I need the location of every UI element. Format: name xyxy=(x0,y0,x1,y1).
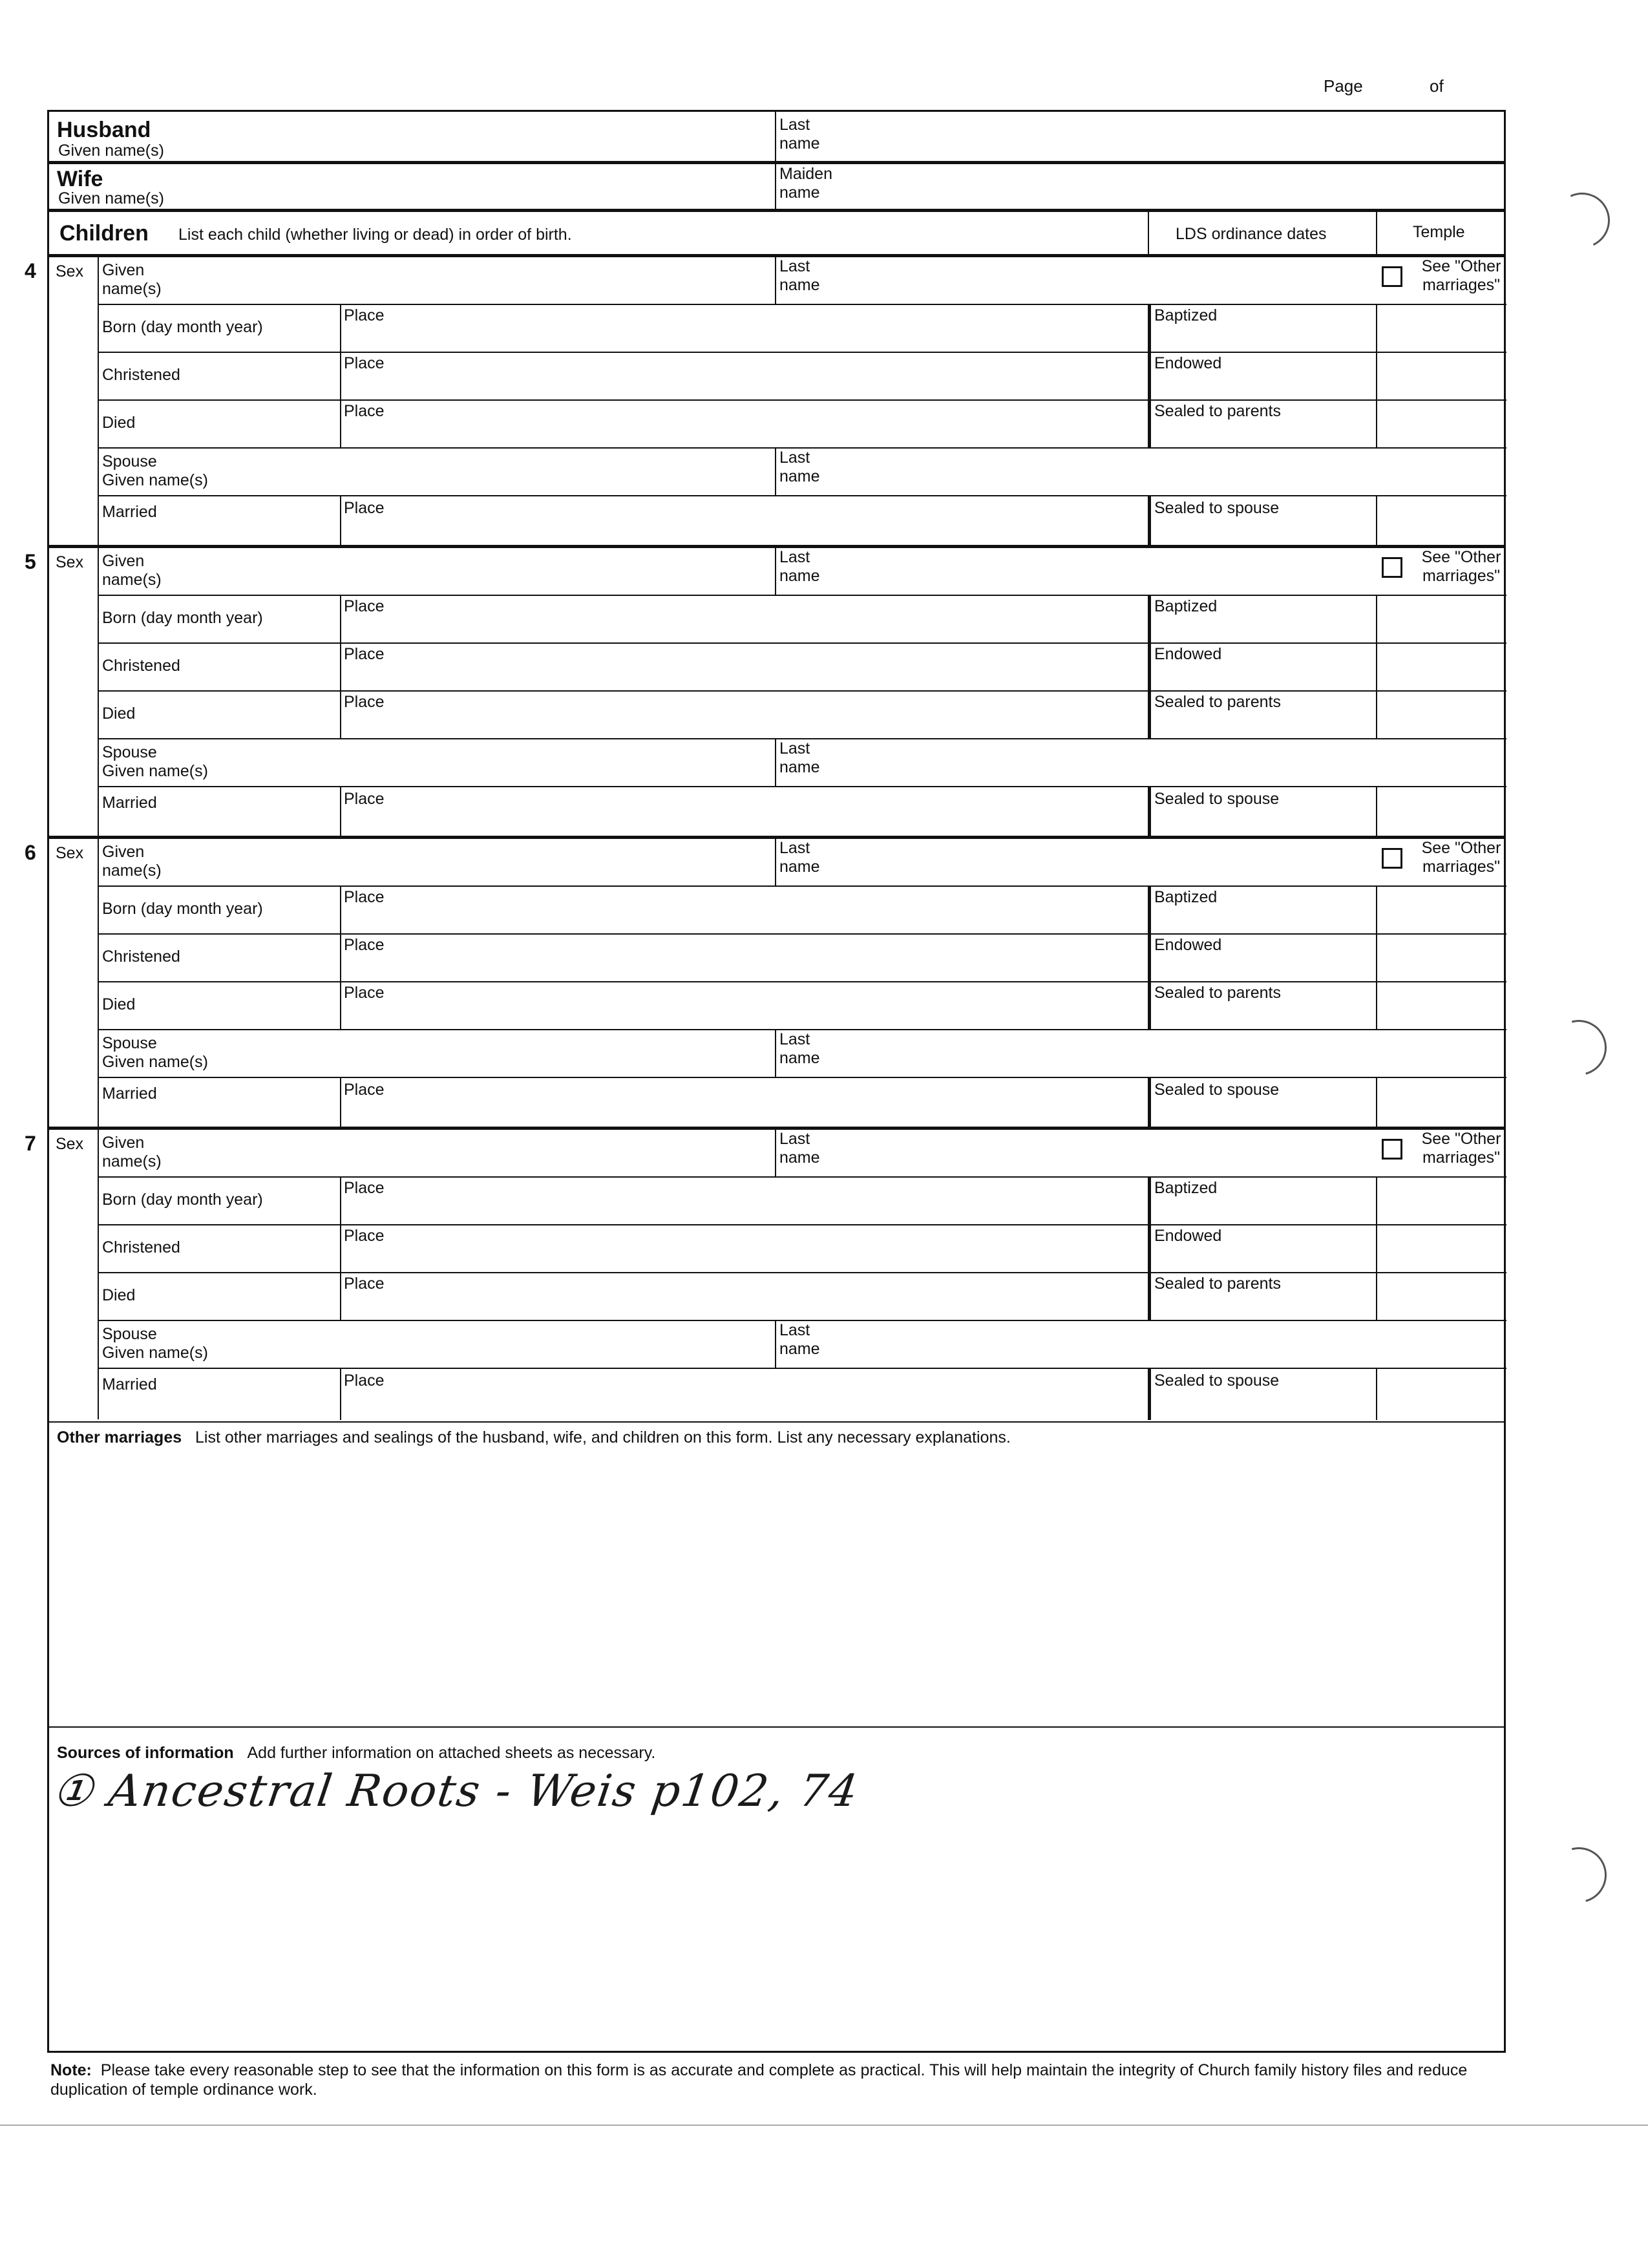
other-marriages-title: Other marriages xyxy=(57,1428,182,1447)
child-number: 4 xyxy=(25,259,36,282)
endowed-label: Endowed xyxy=(1154,936,1222,954)
endowed-label: Endowed xyxy=(1154,645,1222,663)
spouse-last-field[interactable] xyxy=(844,1320,1503,1368)
sources-instructions: Add further information on attached sheets as necessary. xyxy=(247,1744,656,1762)
christened-label: Christened xyxy=(102,657,180,675)
christened-place-label: Place xyxy=(344,645,385,663)
wife-given-label: Given name(s) xyxy=(58,189,164,207)
married-label: Married xyxy=(102,1085,157,1103)
baptized-label: Baptized xyxy=(1154,888,1218,906)
sex-label: Sex xyxy=(56,553,84,571)
see-other-marriages-label: See "Other marriages" xyxy=(1421,839,1501,876)
christened-place-field[interactable] xyxy=(346,1224,1141,1272)
died-place-label: Place xyxy=(344,1275,385,1293)
note xyxy=(50,2061,1492,2099)
punch-hole-mark xyxy=(1541,1837,1616,1913)
other-marriages-instructions: List other marriages and sealings of the husband, wife, and children on this form. List any necessary explanations. xyxy=(195,1428,1011,1447)
husband-title: Husband xyxy=(57,118,151,142)
spouse-last-label: Last name xyxy=(779,1321,820,1358)
died-label: Died xyxy=(102,705,136,723)
sources-handwritten-entry[interactable]: ① Ancestral Roots - Weis p102, 74 xyxy=(49,1766,862,1817)
sealed_parents-temple-field[interactable] xyxy=(1379,1272,1505,1320)
husband-last-label: Last name xyxy=(779,116,820,153)
punch-hole-mark xyxy=(1541,1010,1616,1085)
sealed-spouse-temple-field[interactable] xyxy=(1379,1368,1505,1415)
born-label: Born (day month year) xyxy=(102,900,263,918)
endowed-date-field[interactable] xyxy=(1154,1244,1374,1272)
wife-maiden-label: Maiden name xyxy=(779,165,832,202)
punch-hole-mark xyxy=(1547,185,1618,256)
child-block xyxy=(49,112,1504,2051)
christened-label: Christened xyxy=(102,948,180,966)
born-place-label: Place xyxy=(344,306,385,324)
married-label: Married xyxy=(102,503,157,521)
see-other-marriages-label: See "Other marriages" xyxy=(1421,548,1501,585)
spouse-given-label: Spouse Given name(s) xyxy=(102,1034,208,1071)
temple-label: Temple xyxy=(1413,223,1465,241)
christened-place-label: Place xyxy=(344,1227,385,1245)
spouse-given-label: Spouse Given name(s) xyxy=(102,1325,208,1362)
baptized-temple-field[interactable] xyxy=(1379,1176,1505,1224)
baptized-label: Baptized xyxy=(1154,306,1218,324)
note-title: Note: xyxy=(50,2061,92,2079)
page-edge xyxy=(0,2125,1648,2126)
died-date-field[interactable] xyxy=(211,1272,337,1320)
baptized-label: Baptized xyxy=(1154,1179,1218,1197)
married-place-label: Place xyxy=(344,499,385,517)
died-label: Died xyxy=(102,1286,136,1304)
christened-place-label: Place xyxy=(344,936,385,954)
died-place-label: Place xyxy=(344,693,385,711)
baptized-label: Baptized xyxy=(1154,597,1218,615)
spouse-last-label: Last name xyxy=(779,449,820,485)
died-label: Died xyxy=(102,414,136,432)
sealed_parents-label: Sealed to parents xyxy=(1154,402,1281,420)
spouse-last-label: Last name xyxy=(779,739,820,776)
sex-label: Sex xyxy=(56,1135,84,1153)
page-label: Page xyxy=(1324,76,1363,96)
married-date-field[interactable] xyxy=(211,1368,337,1415)
wife-title: Wife xyxy=(57,167,103,191)
child-last-field[interactable] xyxy=(844,1129,1393,1176)
spouse-given-label: Spouse Given name(s) xyxy=(102,452,208,489)
married-label: Married xyxy=(102,1375,157,1394)
spouse-last-label: Last name xyxy=(779,1030,820,1067)
child-last-label: Last name xyxy=(779,548,820,585)
child-number: 6 xyxy=(25,841,36,864)
sealed_parents-label: Sealed to parents xyxy=(1154,693,1281,711)
sealed-spouse-label: Sealed to spouse xyxy=(1154,1372,1280,1390)
sealed_parents-date-field[interactable] xyxy=(1154,1291,1374,1320)
christened-label: Christened xyxy=(102,1238,180,1256)
children-subtitle: List each child (whether living or dead) in order of birth. xyxy=(178,226,572,244)
married-place-field[interactable] xyxy=(346,1368,1141,1415)
spouse-given-field[interactable] xyxy=(243,1320,760,1368)
lds-ordinance-dates-label: LDS ordinance dates xyxy=(1176,225,1327,243)
married-place-label: Place xyxy=(344,1372,385,1390)
died-label: Died xyxy=(102,995,136,1013)
born-place-label: Place xyxy=(344,1179,385,1197)
child-given-label: Given name(s) xyxy=(102,552,162,589)
endowed-label: Endowed xyxy=(1154,354,1222,372)
endowed-temple-field[interactable] xyxy=(1379,1224,1505,1272)
child-last-label: Last name xyxy=(779,1130,820,1167)
sex-label: Sex xyxy=(56,844,84,862)
sources-title: Sources of information xyxy=(57,1744,234,1762)
spouse-given-label: Spouse Given name(s) xyxy=(102,743,208,780)
sealed_parents-label: Sealed to parents xyxy=(1154,1275,1281,1293)
see-other-marriages-label: See "Other marriages" xyxy=(1421,1130,1501,1167)
born-place-label: Place xyxy=(344,597,385,615)
born-label: Born (day month year) xyxy=(102,609,263,627)
child-given-label: Given name(s) xyxy=(102,1134,162,1171)
born-place-label: Place xyxy=(344,888,385,906)
sealed-spouse-label: Sealed to spouse xyxy=(1154,1081,1280,1099)
children-title: Children xyxy=(59,221,149,246)
married-place-label: Place xyxy=(344,1081,385,1099)
sealed_parents-label: Sealed to parents xyxy=(1154,984,1281,1002)
married-label: Married xyxy=(102,794,157,812)
christened-label: Christened xyxy=(102,366,180,384)
born-date-field[interactable] xyxy=(211,1176,337,1224)
child-number: 5 xyxy=(25,550,36,573)
died-place-field[interactable] xyxy=(346,1272,1141,1320)
child-last-label: Last name xyxy=(779,257,820,294)
child-number: 7 xyxy=(25,1132,36,1155)
died-place-label: Place xyxy=(344,984,385,1002)
see-other-marriages-label: See "Other marriages" xyxy=(1421,257,1501,294)
sealed-spouse-label: Sealed to spouse xyxy=(1154,499,1280,517)
baptized-date-field[interactable] xyxy=(1154,1196,1374,1224)
born-place-field[interactable] xyxy=(346,1176,1141,1224)
family-group-record-form xyxy=(47,110,1506,2053)
sex-label: Sex xyxy=(56,262,84,281)
christened-date-field[interactable] xyxy=(211,1224,337,1272)
christened-place-label: Place xyxy=(344,354,385,372)
note-text: Please take every reasonable step to see that the information on this form is as accurate and complete as practical. This will help maintain the integrity of Church family history files and reduce duplication of temple ordinance work. xyxy=(50,2061,1468,2099)
died-place-label: Place xyxy=(344,402,385,420)
child-last-label: Last name xyxy=(779,839,820,876)
child-given-label: Given name(s) xyxy=(102,261,162,298)
child-given-field[interactable] xyxy=(178,1129,760,1176)
of-label: of xyxy=(1430,76,1444,96)
endowed-label: Endowed xyxy=(1154,1227,1222,1245)
married-place-label: Place xyxy=(344,790,385,808)
see-other-marriages-checkbox[interactable] xyxy=(1382,1139,1402,1160)
born-label: Born (day month year) xyxy=(102,1191,263,1209)
husband-given-label: Given name(s) xyxy=(58,142,164,160)
sealed-spouse-label: Sealed to spouse xyxy=(1154,790,1280,808)
child-given-label: Given name(s) xyxy=(102,843,162,880)
born-label: Born (day month year) xyxy=(102,318,263,336)
